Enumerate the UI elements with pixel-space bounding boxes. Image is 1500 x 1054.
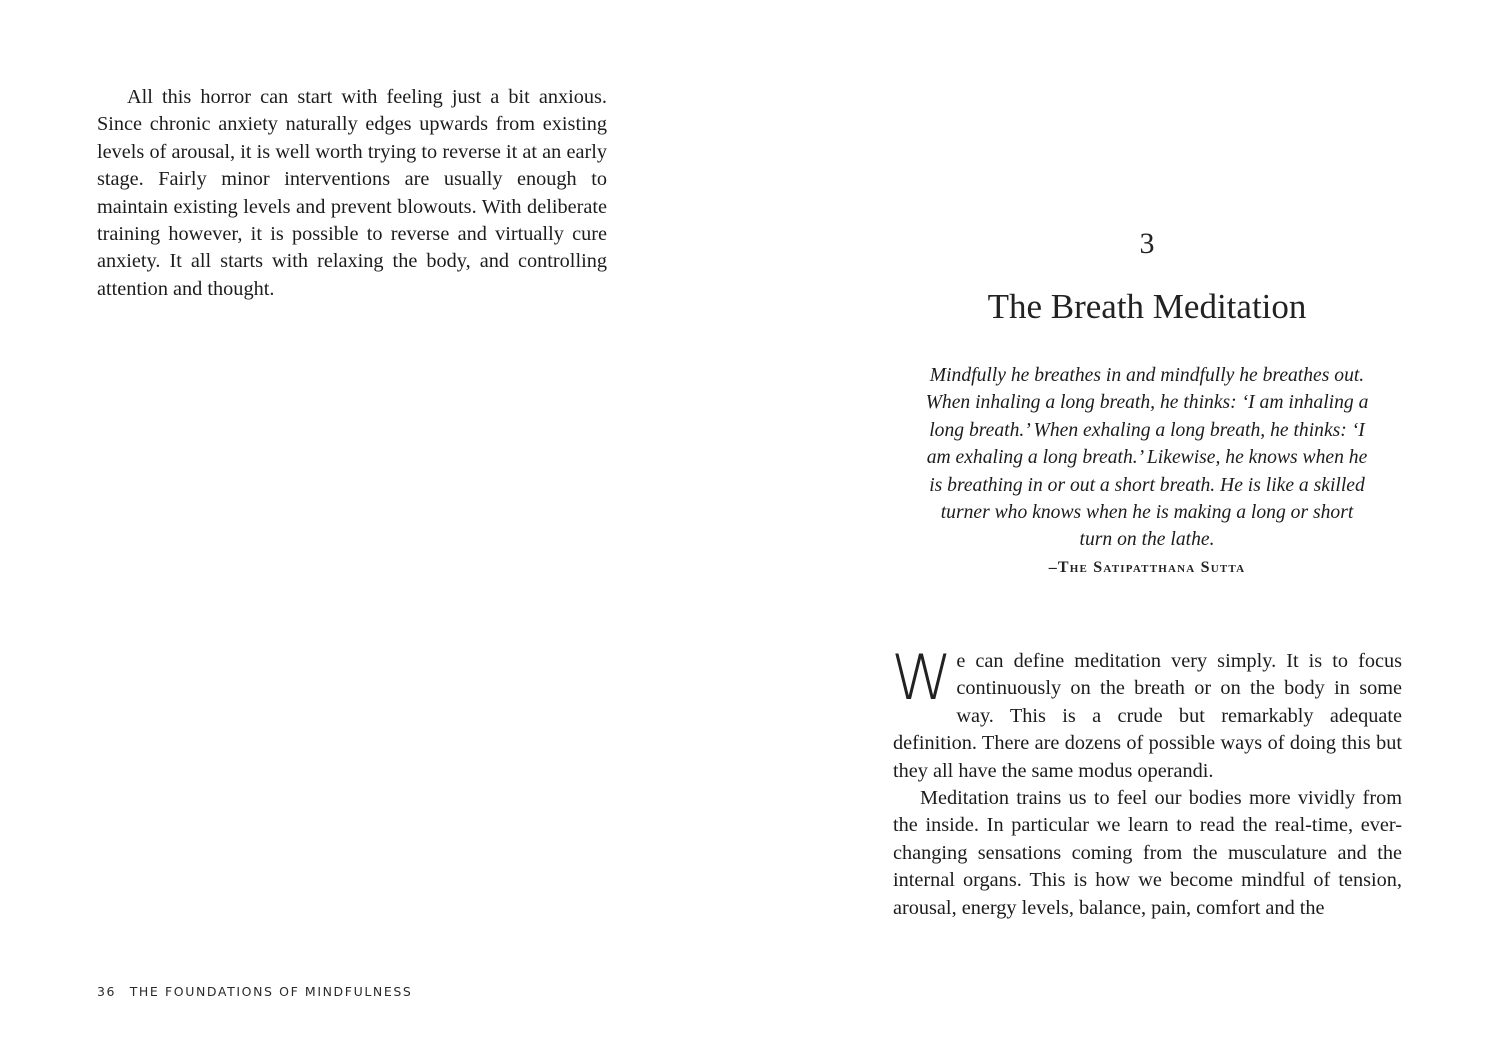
- epigraph-text: Mindfully he breathes in and mindfully he breathes out. When inhaling a long breath, he thinks: ‘I am inhaling a long breath.’ When exhaling a long breath, he thinks: ‘I am exhaling a long breath.’ Likewise, he knows when he is breathing in or out a short breath. He is like a skilled turner who knows when he is making a long or short turn on the lathe.: [925, 365, 1369, 551]
- epigraph-source: –The Satipatthana Sutta: [1048, 558, 1246, 576]
- chapter-number: 3: [1139, 227, 1155, 260]
- body-paragraph-2: Meditation trains us to feel our bodies more vividly from the inside. In particular we learn to read the real-time, ever-changing sensations coming from the musculature and the internal organs. This is how we become mindful of tension, arousal, energy levels, balance, pain, comfort and the: [893, 787, 1402, 919]
- page-footer: [97, 984, 412, 999]
- chapter-title: The Breath Meditation: [987, 287, 1307, 326]
- running-head: THE FOUNDATIONS OF MINDFULNESS: [129, 984, 413, 999]
- left-body-paragraph: All this horror can start with feeling just a bit anxious. Since chronic anxiety naturally edges upwards from existing levels of arousal, it is well worth trying to reverse it at an early stage. Fairly minor interventions are usually enough to maintain existing levels and prevent blowouts. With deliberate training however, it is possible to reverse and virtually cure anxiety. It all starts with relaxing the body, and controlling attention and thought.: [97, 86, 607, 300]
- right-page: [750, 0, 1500, 1054]
- body-paragraph-1-text: e can define meditation very simply. It is to focus continuously on the breath or on the body in some way. This is a crude but remarkably adequate definition. There are dozens of possible ways of doing this but they all have the same modus operandi.: [893, 650, 1402, 782]
- epigraph: [924, 362, 1370, 581]
- body-paragraph-1: [891, 641, 1402, 785]
- drop-cap: W: [891, 641, 953, 714]
- chapter-body: [891, 641, 1402, 922]
- page-number: 36: [97, 984, 117, 999]
